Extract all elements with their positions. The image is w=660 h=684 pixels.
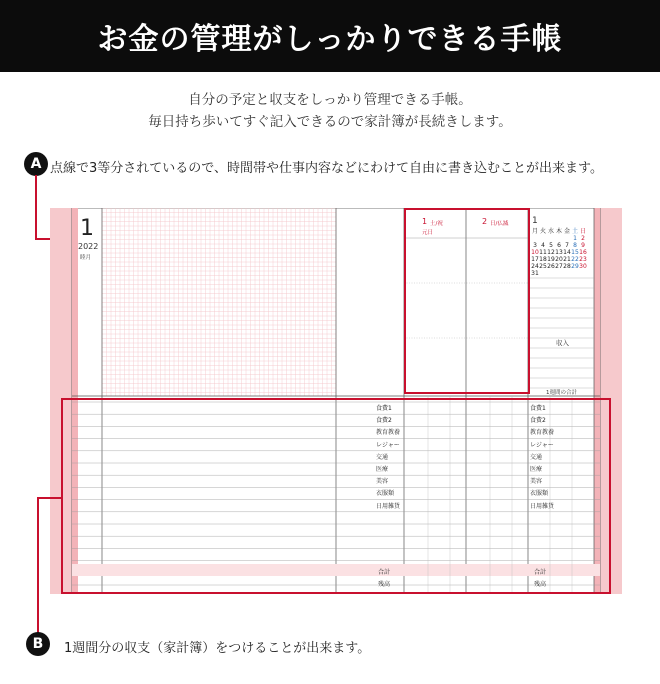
category-right: 医療 (530, 466, 543, 473)
calendar-day (563, 235, 571, 242)
callout-a-line-vertical (35, 175, 37, 240)
calendar-day (555, 235, 563, 242)
calendar-day (547, 235, 555, 242)
balance-label-left: 残高 (378, 581, 391, 588)
calendar-week (531, 235, 603, 242)
mini-calendar (531, 228, 603, 277)
calendar-day: 21 (563, 256, 571, 263)
intro-line-2: 毎日持ち歩いてすぐ記入できるので家計簿が長続きします。 (148, 114, 512, 130)
calendar-week (531, 263, 603, 270)
weekday-4: 金 (563, 228, 570, 235)
category-left: 医療 (376, 466, 389, 473)
calendar-day: 15 (571, 249, 579, 256)
day1-sub: 元日 (422, 230, 434, 236)
calendar-day: 13 (555, 249, 563, 256)
category-left: 食費2 (376, 417, 392, 425)
total-label-right: 合計 (534, 569, 547, 576)
year-label: 2022 (78, 242, 99, 251)
calendar-day: 16 (579, 249, 587, 256)
category-left: 美容 (376, 478, 389, 486)
calendar-day (531, 235, 539, 242)
calendar-day: 1 (573, 235, 577, 242)
day2-number: 2 (482, 217, 488, 226)
total-label-left: 合計 (378, 569, 391, 576)
day2-label: 日/仏滅 (490, 221, 509, 227)
calendar-day (571, 270, 579, 277)
calendar-day: 28 (563, 263, 571, 270)
calendar-day (547, 270, 555, 277)
calendar-day: 12 (547, 249, 555, 256)
category-left: 衣服類 (376, 490, 395, 498)
category-left: レジャー (376, 441, 400, 449)
calendar-day: 19 (547, 256, 555, 263)
calendar-day: 31 (531, 270, 539, 277)
calendar-day: 17 (531, 256, 539, 263)
calendar-day: 5 (549, 242, 553, 249)
category-right: 日用雑貨 (530, 502, 555, 510)
category-left: 教育教養 (376, 429, 401, 437)
category-right: 美容 (530, 478, 543, 486)
calendar-day: 18 (539, 256, 547, 263)
marker-a: A (24, 152, 48, 176)
weekday-6: 日 (579, 228, 586, 235)
calendar-week (531, 256, 603, 263)
calendar-week (531, 249, 603, 256)
calendar-day: 22 (571, 256, 579, 263)
callout-box-a (404, 208, 530, 394)
category-right: 衣服類 (530, 490, 549, 498)
category-right: 交通 (530, 453, 543, 461)
category-left: 交通 (376, 453, 389, 461)
calendar-day (555, 270, 563, 277)
category-right: 食費2 (530, 417, 546, 425)
callout-b-line-horizontal (37, 497, 63, 499)
calendar-day (563, 270, 571, 277)
category-right: レジャー (530, 441, 554, 449)
note-a-text: 点線で3等分されているので、時間帯や仕事内容などにわけて自由に書き込むことが出来ます。 (50, 161, 603, 176)
weekday-5: 土 (571, 228, 578, 235)
rokuyo-label: 睦月 (80, 255, 92, 261)
calendar-day (539, 235, 547, 242)
calendar-day: 8 (573, 242, 577, 249)
calendar-day: 7 (565, 242, 569, 249)
calendar-day: 27 (555, 263, 563, 270)
category-right: 教育教養 (530, 429, 555, 437)
note-b-text: 1週間分の収支（家計簿）をつけることが出来ます。 (64, 641, 371, 656)
calendar-day: 10 (531, 249, 539, 256)
calendar-day: 30 (579, 263, 587, 270)
calendar-day: 2 (581, 235, 585, 242)
day1-label: 土/祝 (430, 221, 443, 227)
day1-number: 1 (422, 217, 428, 226)
calendar-day (539, 270, 547, 277)
calendar-week (531, 270, 603, 277)
calendar-day: 20 (555, 256, 563, 263)
month-number: 1 (80, 216, 94, 241)
calendar-day: 23 (579, 256, 587, 263)
category-left: 日用雑貨 (376, 502, 401, 510)
calendar-day: 26 (547, 263, 555, 270)
income-label: 収入 (556, 339, 569, 347)
calendar-day (579, 270, 587, 277)
mini-month: 1 (532, 216, 538, 226)
weekday-0: 月 (531, 228, 538, 235)
calendar-day: 4 (541, 242, 545, 249)
balance-label-right: 残高 (534, 581, 547, 588)
weekday-3: 木 (555, 228, 562, 235)
callout-b-line-vertical (37, 497, 39, 633)
calendar-day: 14 (563, 249, 571, 256)
weekly-total-label: 1週間の合計 (546, 390, 577, 396)
calendar-day: 25 (539, 263, 547, 270)
intro-line-1: 自分の予定と収支をしっかり管理できる手帳。 (188, 92, 472, 108)
marker-b: B (26, 632, 50, 656)
category-left: 食費1 (376, 405, 392, 412)
calendar-day: 9 (581, 242, 585, 249)
calendar-day: 6 (557, 242, 561, 249)
calendar-week (531, 242, 603, 249)
weekday-1: 火 (539, 228, 546, 235)
calendar-day: 24 (531, 263, 539, 270)
calendar-day: 11 (539, 249, 547, 256)
calendar-day: 29 (571, 263, 579, 270)
callout-box-b (61, 398, 611, 594)
banner-title: お金の管理がしっかりできる手帳 (0, 0, 660, 72)
calendar-day: 3 (533, 242, 537, 249)
category-right: 食費1 (530, 405, 546, 412)
weekday-2: 水 (547, 228, 554, 235)
